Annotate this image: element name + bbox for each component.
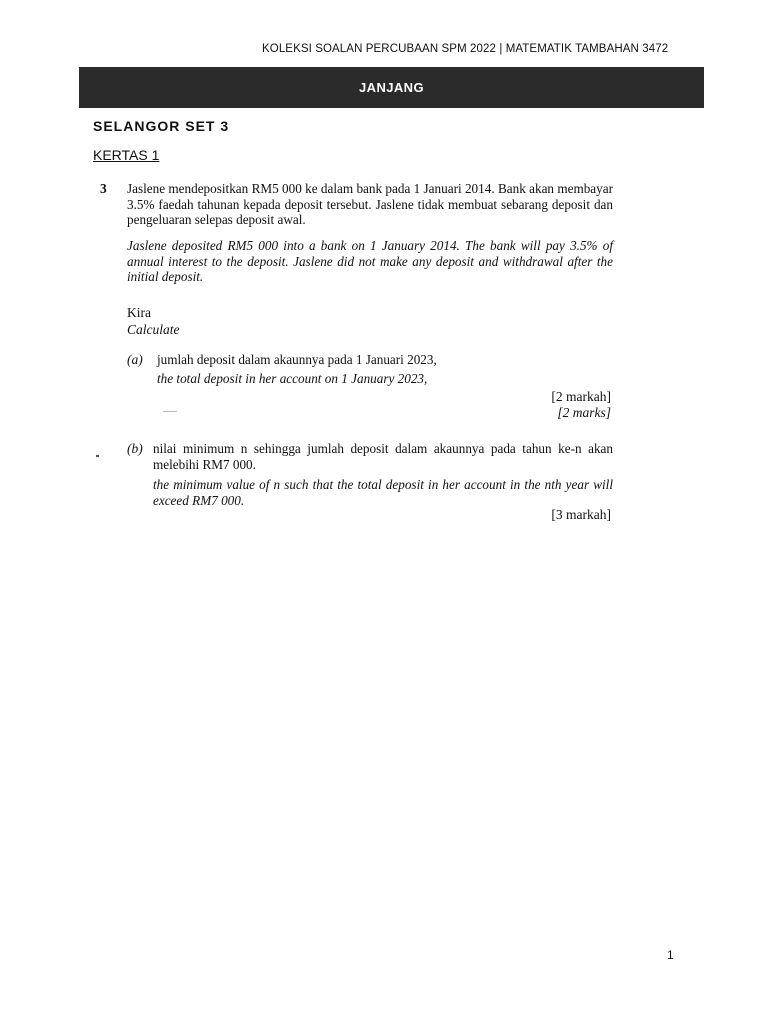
header-note: KOLEKSI SOALAN PERCUBAAN SPM 2022 | MATEMATIK TAMBAHAN 3472 [262, 43, 669, 55]
part-a-text-malay: jumlah deposit dalam akaunnya pada 1 Januari 2023, [157, 352, 437, 367]
scan-speck [96, 455, 99, 457]
instruction-malay: Kira [127, 305, 151, 320]
page-number: 1 [667, 948, 674, 962]
part-b-text-malay: nilai minimum n sehingga jumlah deposit dalam akaunnya pada tahun ke-n akan melebihi RM7 000. [153, 441, 613, 472]
part-b-label [127, 441, 143, 457]
set-title: SELANGOR SET 3 [93, 118, 230, 134]
part-b-label-text: (b) [127, 441, 143, 456]
part-a-label [127, 352, 143, 368]
question-stem-malay: Jaslene mendepositkan RM5 000 ke dalam bank pada 1 Januari 2014. Bank akan membayar 3.5% faedah tahunan kepada deposit tersebut. Jaslene tidak membuat sebarang deposit dan pengeluaran selepas deposit awal. [127, 181, 613, 227]
part-a-text-english: the total deposit in her account on 1 January 2023, [157, 371, 428, 386]
question-number: 3 [100, 181, 107, 196]
scan-speck [163, 411, 177, 412]
paper-label: KERTAS 1 [93, 147, 160, 163]
part-b-marks-malay: [3 markah] [551, 507, 611, 522]
part-a-label-text: (a) [127, 352, 143, 367]
part-a-marks-english: [2 marks] [557, 405, 611, 420]
question-stem-english: Jaslene deposited RM5 000 into a bank on 1 January 2014. The bank will pay 3.5% of annual interest to the deposit. Jaslene did not make any deposit and withdrawal after the initial deposit. [127, 238, 613, 284]
topic-title: JANJANG [359, 80, 424, 95]
instruction-english: Calculate [127, 322, 180, 337]
part-b-text-english: the minimum value of n such that the total deposit in her account in the nth year will exceed RM7 000. [153, 477, 613, 508]
topic-banner [79, 67, 704, 108]
part-a-marks-malay: [2 markah] [551, 389, 611, 404]
